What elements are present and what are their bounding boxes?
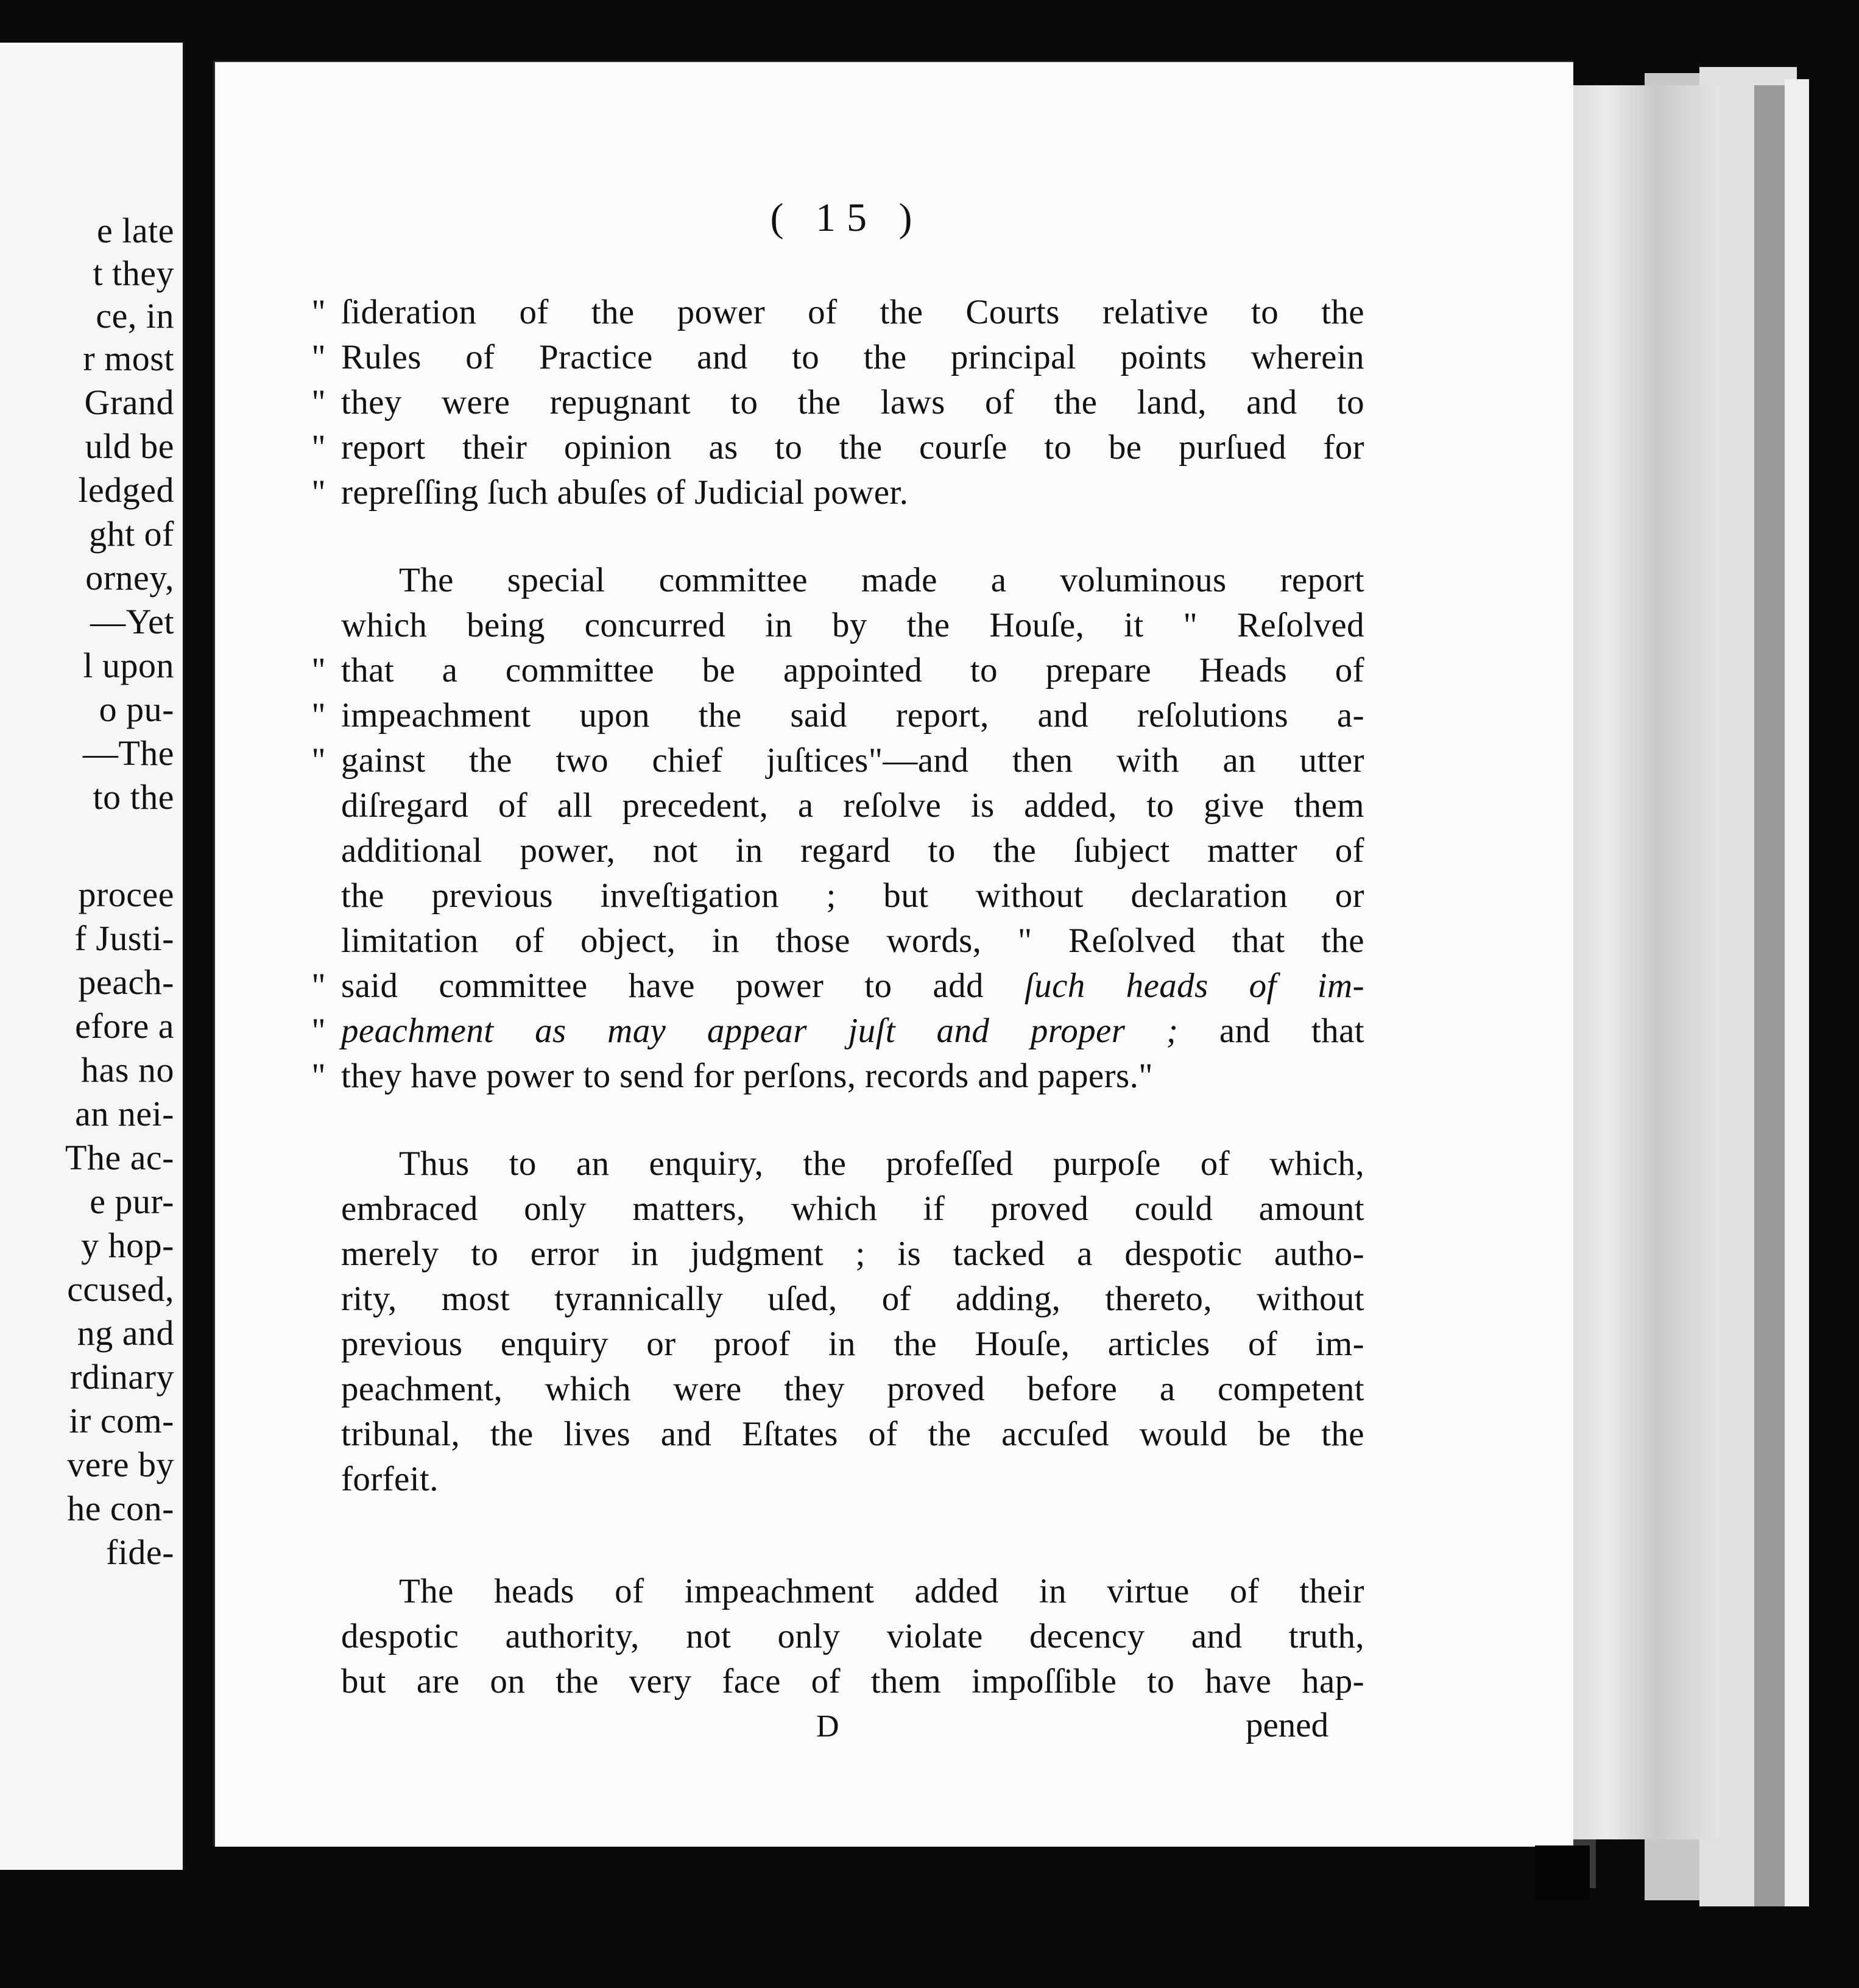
text-line bbox=[341, 1616, 1364, 1659]
previous-page-line: ir com- bbox=[69, 1401, 174, 1440]
roman-text: they were repugnant to the laws of the land, and to bbox=[341, 383, 1364, 421]
line-text bbox=[341, 1324, 1364, 1364]
line-text bbox=[341, 292, 1364, 332]
roman-text: The special committee made a voluminous report bbox=[399, 561, 1364, 599]
previous-page-line: rdinary bbox=[70, 1357, 174, 1397]
roman-text: Thus to an enquiry, the profeſſed purpoſe of which, bbox=[399, 1144, 1364, 1183]
italic-text: ſuch heads of im- bbox=[983, 967, 1364, 1005]
previous-page-line: an nei- bbox=[75, 1094, 174, 1133]
line-text bbox=[341, 741, 1364, 780]
line-text bbox=[341, 876, 1364, 915]
quote-mark: " bbox=[311, 428, 326, 467]
line-text bbox=[341, 605, 1364, 645]
line-text bbox=[341, 1189, 1364, 1228]
text-line bbox=[311, 337, 1364, 380]
previous-page-line: e late bbox=[97, 211, 174, 250]
roman-text: forfeit. bbox=[341, 1460, 439, 1498]
text-line bbox=[341, 560, 1364, 603]
previous-page-line: uld be bbox=[85, 426, 174, 466]
previous-page-line: f Justi- bbox=[74, 918, 174, 958]
scan-corner-mark bbox=[1535, 1845, 1590, 1900]
previous-page-line: The ac- bbox=[65, 1138, 174, 1177]
previous-page-line: t they bbox=[93, 253, 174, 293]
text-line bbox=[311, 1011, 1365, 1054]
roman-text: additional power, not in regard to the ſubject matter of bbox=[341, 831, 1364, 870]
quote-mark: " bbox=[311, 741, 326, 780]
quote-mark: " bbox=[311, 651, 326, 689]
signature-mark: D bbox=[816, 1709, 839, 1744]
previous-page-line: Grand bbox=[84, 382, 174, 422]
line-text bbox=[341, 382, 1364, 422]
previous-page-line: orney, bbox=[85, 558, 174, 597]
line-text bbox=[341, 831, 1364, 870]
roman-text: the previous inveſtigation ; but without declaration or bbox=[341, 876, 1364, 915]
roman-text: merely to error in judgment ; is tacked a despotic autho- bbox=[341, 1235, 1364, 1273]
roman-text: impeachment upon the said report, and reſolutions a- bbox=[341, 696, 1364, 735]
roman-text: diſregard of all precedent, a reſolve is added, to give them bbox=[341, 786, 1364, 825]
roman-text: The heads of impeachment added in virtue of their bbox=[399, 1572, 1364, 1610]
quote-mark: " bbox=[311, 1012, 326, 1050]
quote-mark: " bbox=[311, 293, 326, 331]
text-line bbox=[311, 650, 1364, 693]
roman-text: they have power to send for perſons, records and papers." bbox=[341, 1057, 1153, 1095]
line-text bbox=[341, 786, 1364, 825]
roman-text: previous enquiry or proof in the Houſe, articles of im- bbox=[341, 1325, 1364, 1363]
text-line bbox=[341, 921, 1364, 964]
previous-page-line: ng and bbox=[77, 1313, 174, 1353]
line-text bbox=[341, 1459, 1364, 1499]
line-text bbox=[341, 1571, 1364, 1611]
previous-page-line: ledged bbox=[78, 470, 174, 510]
line-text bbox=[341, 1234, 1364, 1274]
line-text bbox=[341, 1011, 1364, 1051]
previous-page-line: has no bbox=[81, 1050, 174, 1090]
text-line bbox=[341, 1189, 1364, 1232]
roman-text: Rules of Practice and to the principal points wherein bbox=[341, 338, 1364, 376]
line-text bbox=[341, 650, 1364, 690]
quote-mark: " bbox=[311, 1057, 326, 1095]
text-line bbox=[341, 1571, 1364, 1614]
roman-text: tribunal, the lives and Eſtates of the accuſed would be the bbox=[341, 1415, 1364, 1453]
previous-page-line: —Yet bbox=[90, 602, 174, 641]
previous-page-line: y hop- bbox=[81, 1225, 174, 1265]
previous-page-line: he con- bbox=[67, 1489, 174, 1528]
page-number: ( 15 ) bbox=[770, 196, 923, 240]
quote-mark: " bbox=[311, 338, 326, 376]
text-line bbox=[341, 1279, 1364, 1322]
previous-page bbox=[0, 43, 185, 1870]
previous-page-line: l upon bbox=[83, 646, 174, 685]
line-text bbox=[341, 473, 1364, 512]
text-line bbox=[341, 605, 1364, 648]
previous-page-line: to the bbox=[93, 777, 174, 817]
line-text bbox=[341, 1369, 1364, 1409]
line-text bbox=[341, 560, 1364, 600]
previous-page-line: fide- bbox=[106, 1532, 174, 1572]
text-line bbox=[311, 696, 1364, 738]
text-line bbox=[311, 966, 1364, 1009]
text-line bbox=[311, 473, 1364, 515]
catchword: pened bbox=[1246, 1706, 1329, 1744]
line-text bbox=[341, 1144, 1364, 1183]
previous-page-line: e pur- bbox=[90, 1182, 174, 1221]
text-line bbox=[341, 1144, 1364, 1186]
roman-text: rity, most tyrannically uſed, of adding, thereto, without bbox=[341, 1280, 1364, 1318]
quote-mark: " bbox=[311, 967, 326, 1005]
quote-mark: " bbox=[311, 383, 326, 421]
line-text bbox=[341, 696, 1364, 735]
quote-mark: " bbox=[311, 473, 326, 512]
roman-text: and that bbox=[1178, 1012, 1365, 1050]
text-line bbox=[341, 1459, 1364, 1502]
roman-text: despotic authority, not only violate decency and truth, bbox=[341, 1617, 1364, 1655]
roman-text: limitation of object, in those words, " Reſolved that the bbox=[341, 922, 1364, 960]
line-text bbox=[341, 428, 1364, 467]
previous-page-line: vere by bbox=[67, 1445, 174, 1484]
text-line bbox=[311, 1056, 1364, 1099]
text-line bbox=[341, 1414, 1364, 1457]
line-text bbox=[341, 1616, 1364, 1656]
roman-text: repreſſing ſuch abuſes of Judicial power. bbox=[341, 473, 909, 512]
previous-page-line: ght of bbox=[89, 514, 174, 554]
roman-text: report their opinion as to the courſe to be purſued for bbox=[341, 428, 1364, 467]
roman-text: peachment, which were they proved before a competent bbox=[341, 1370, 1364, 1408]
text-line bbox=[311, 428, 1364, 470]
line-text bbox=[341, 1279, 1364, 1319]
text-line bbox=[341, 1324, 1364, 1367]
previous-page-line: procee bbox=[78, 875, 174, 914]
text-line bbox=[341, 1234, 1364, 1277]
roman-text: gainst the two chief juſtices"—and then with an utter bbox=[341, 741, 1364, 780]
roman-text: but are on the very face of them impoſſible to have hap- bbox=[341, 1662, 1364, 1701]
line-text bbox=[341, 337, 1364, 377]
page-edge-stack bbox=[1559, 85, 1719, 1839]
previous-page-line: efore a bbox=[75, 1006, 174, 1046]
previous-page-line: ce, in bbox=[96, 296, 174, 336]
roman-text: that a committee be appointed to prepare Heads of bbox=[341, 651, 1364, 689]
roman-text: ſideration of the power of the Courts relative to the bbox=[341, 293, 1364, 331]
text-line bbox=[311, 382, 1364, 425]
text-line bbox=[341, 1369, 1364, 1412]
previous-page-line: o pu- bbox=[99, 689, 174, 729]
previous-page-line: —The bbox=[82, 733, 174, 773]
previous-page-line: peach- bbox=[78, 962, 174, 1002]
italic-text: peachment as may appear juſt and proper ; bbox=[341, 1012, 1179, 1050]
roman-text: which being concurred in by the Houſe, it " Reſolved bbox=[341, 606, 1364, 644]
roman-text: embraced only matters, which if proved could amount bbox=[341, 1190, 1364, 1228]
line-text bbox=[341, 1056, 1364, 1096]
text-line bbox=[311, 741, 1364, 783]
text-line bbox=[341, 876, 1364, 918]
text-line bbox=[341, 786, 1364, 828]
line-text bbox=[341, 921, 1364, 961]
text-line bbox=[341, 1662, 1364, 1704]
line-text bbox=[341, 1662, 1364, 1701]
quote-mark: " bbox=[311, 696, 326, 735]
text-line bbox=[341, 831, 1364, 873]
previous-page-line: ccused, bbox=[67, 1269, 174, 1309]
line-text bbox=[341, 966, 1364, 1006]
text-line bbox=[311, 292, 1364, 335]
roman-text: said committee have power to add bbox=[341, 967, 984, 1005]
line-text bbox=[341, 1414, 1364, 1454]
previous-page-line: r most bbox=[83, 339, 174, 378]
